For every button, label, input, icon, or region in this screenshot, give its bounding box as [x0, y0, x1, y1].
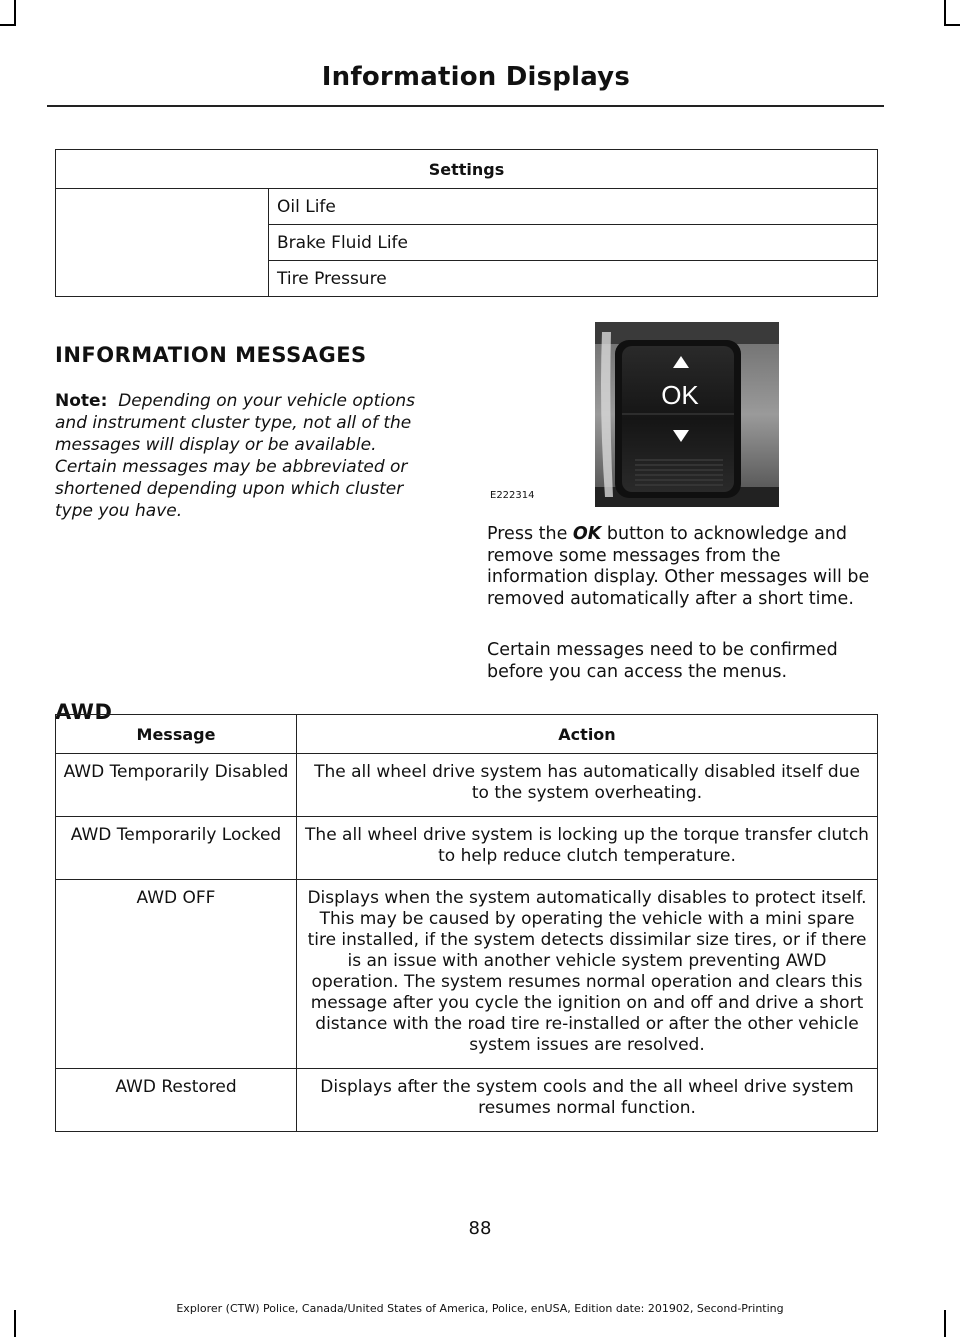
page-number: 88: [468, 1218, 492, 1239]
settings-header: Settings: [56, 150, 878, 189]
note-paragraph: [55, 390, 440, 522]
action-cell: Displays after the system cools and the all wheel drive system resumes normal function.: [297, 1069, 878, 1132]
page-title: Information Displays: [321, 62, 630, 92]
header-divider: [47, 105, 884, 107]
settings-item: Brake Fluid Life: [269, 225, 878, 261]
section-title-info-messages: INFORMATION MESSAGES: [55, 343, 367, 367]
column-header-message: Message: [56, 715, 297, 754]
table-row: [56, 754, 878, 817]
message-cell: AWD OFF: [56, 880, 297, 1069]
settings-item: Tire Pressure: [269, 261, 878, 297]
message-cell: AWD Temporarily Disabled: [56, 754, 297, 817]
settings-item: Oil Life: [269, 189, 878, 225]
action-cell: The all wheel drive system is locking up the torque transfer clutch to help reduce clutch temperature.: [297, 817, 878, 880]
crop-mark: [0, 24, 16, 26]
crop-mark: [944, 0, 946, 26]
press-ok-label: OK: [572, 524, 602, 544]
note-label: Note:: [55, 391, 108, 411]
crop-mark: [944, 24, 960, 26]
figure-code: E222314: [490, 490, 535, 501]
action-cell: Displays when the system automatically disables to protect itself. This may be caused by operating the vehicle with a mini spare tire installed, if the system detects dissimilar size tires, or if there is an issue with another vehicle system preventing AWD operation. The system resumes normal operation and clears this message after you cycle the ignition on and off and drive a short distance with the road tire re-installed or after the other vehicle system issues are resolved.: [297, 880, 878, 1069]
confirm-paragraph: Certain messages need to be confirmed before you can access the menus.: [487, 640, 838, 682]
action-cell: The all wheel drive system has automatically disabled itself due to the system overheating.: [297, 754, 878, 817]
settings-table: [55, 149, 878, 297]
crop-mark: [14, 0, 16, 26]
ok-label: OK: [661, 380, 699, 410]
section-title-awd: AWD: [55, 700, 113, 724]
column-header-action: Action: [297, 715, 878, 754]
press-ok-paragraph: [487, 524, 882, 610]
ok-button-illustration: [487, 322, 779, 507]
footer-text: Explorer (CTW) Police, Canada/United States of America, Police, enUSA, Edition date: 201902, Second-Printing: [176, 1302, 784, 1315]
note-text: Depending on your vehicle options and instrument cluster type, not all of the messages will display or be available. Certain messages may be abbreviated or shortened depending upon which cluster type you have.: [55, 391, 416, 521]
table-row: [56, 817, 878, 880]
message-cell: AWD Temporarily Locked: [56, 817, 297, 880]
table-row: [56, 1069, 878, 1132]
message-cell: AWD Restored: [56, 1069, 297, 1132]
press-suffix: button to acknowledge and remove some messages from the information display. Other messages will be removed automatically after a short time.: [487, 524, 870, 609]
table-row: [56, 880, 878, 1069]
awd-table: [55, 714, 878, 1132]
press-prefix: Press the: [487, 524, 573, 544]
settings-empty-cell: [56, 189, 269, 297]
